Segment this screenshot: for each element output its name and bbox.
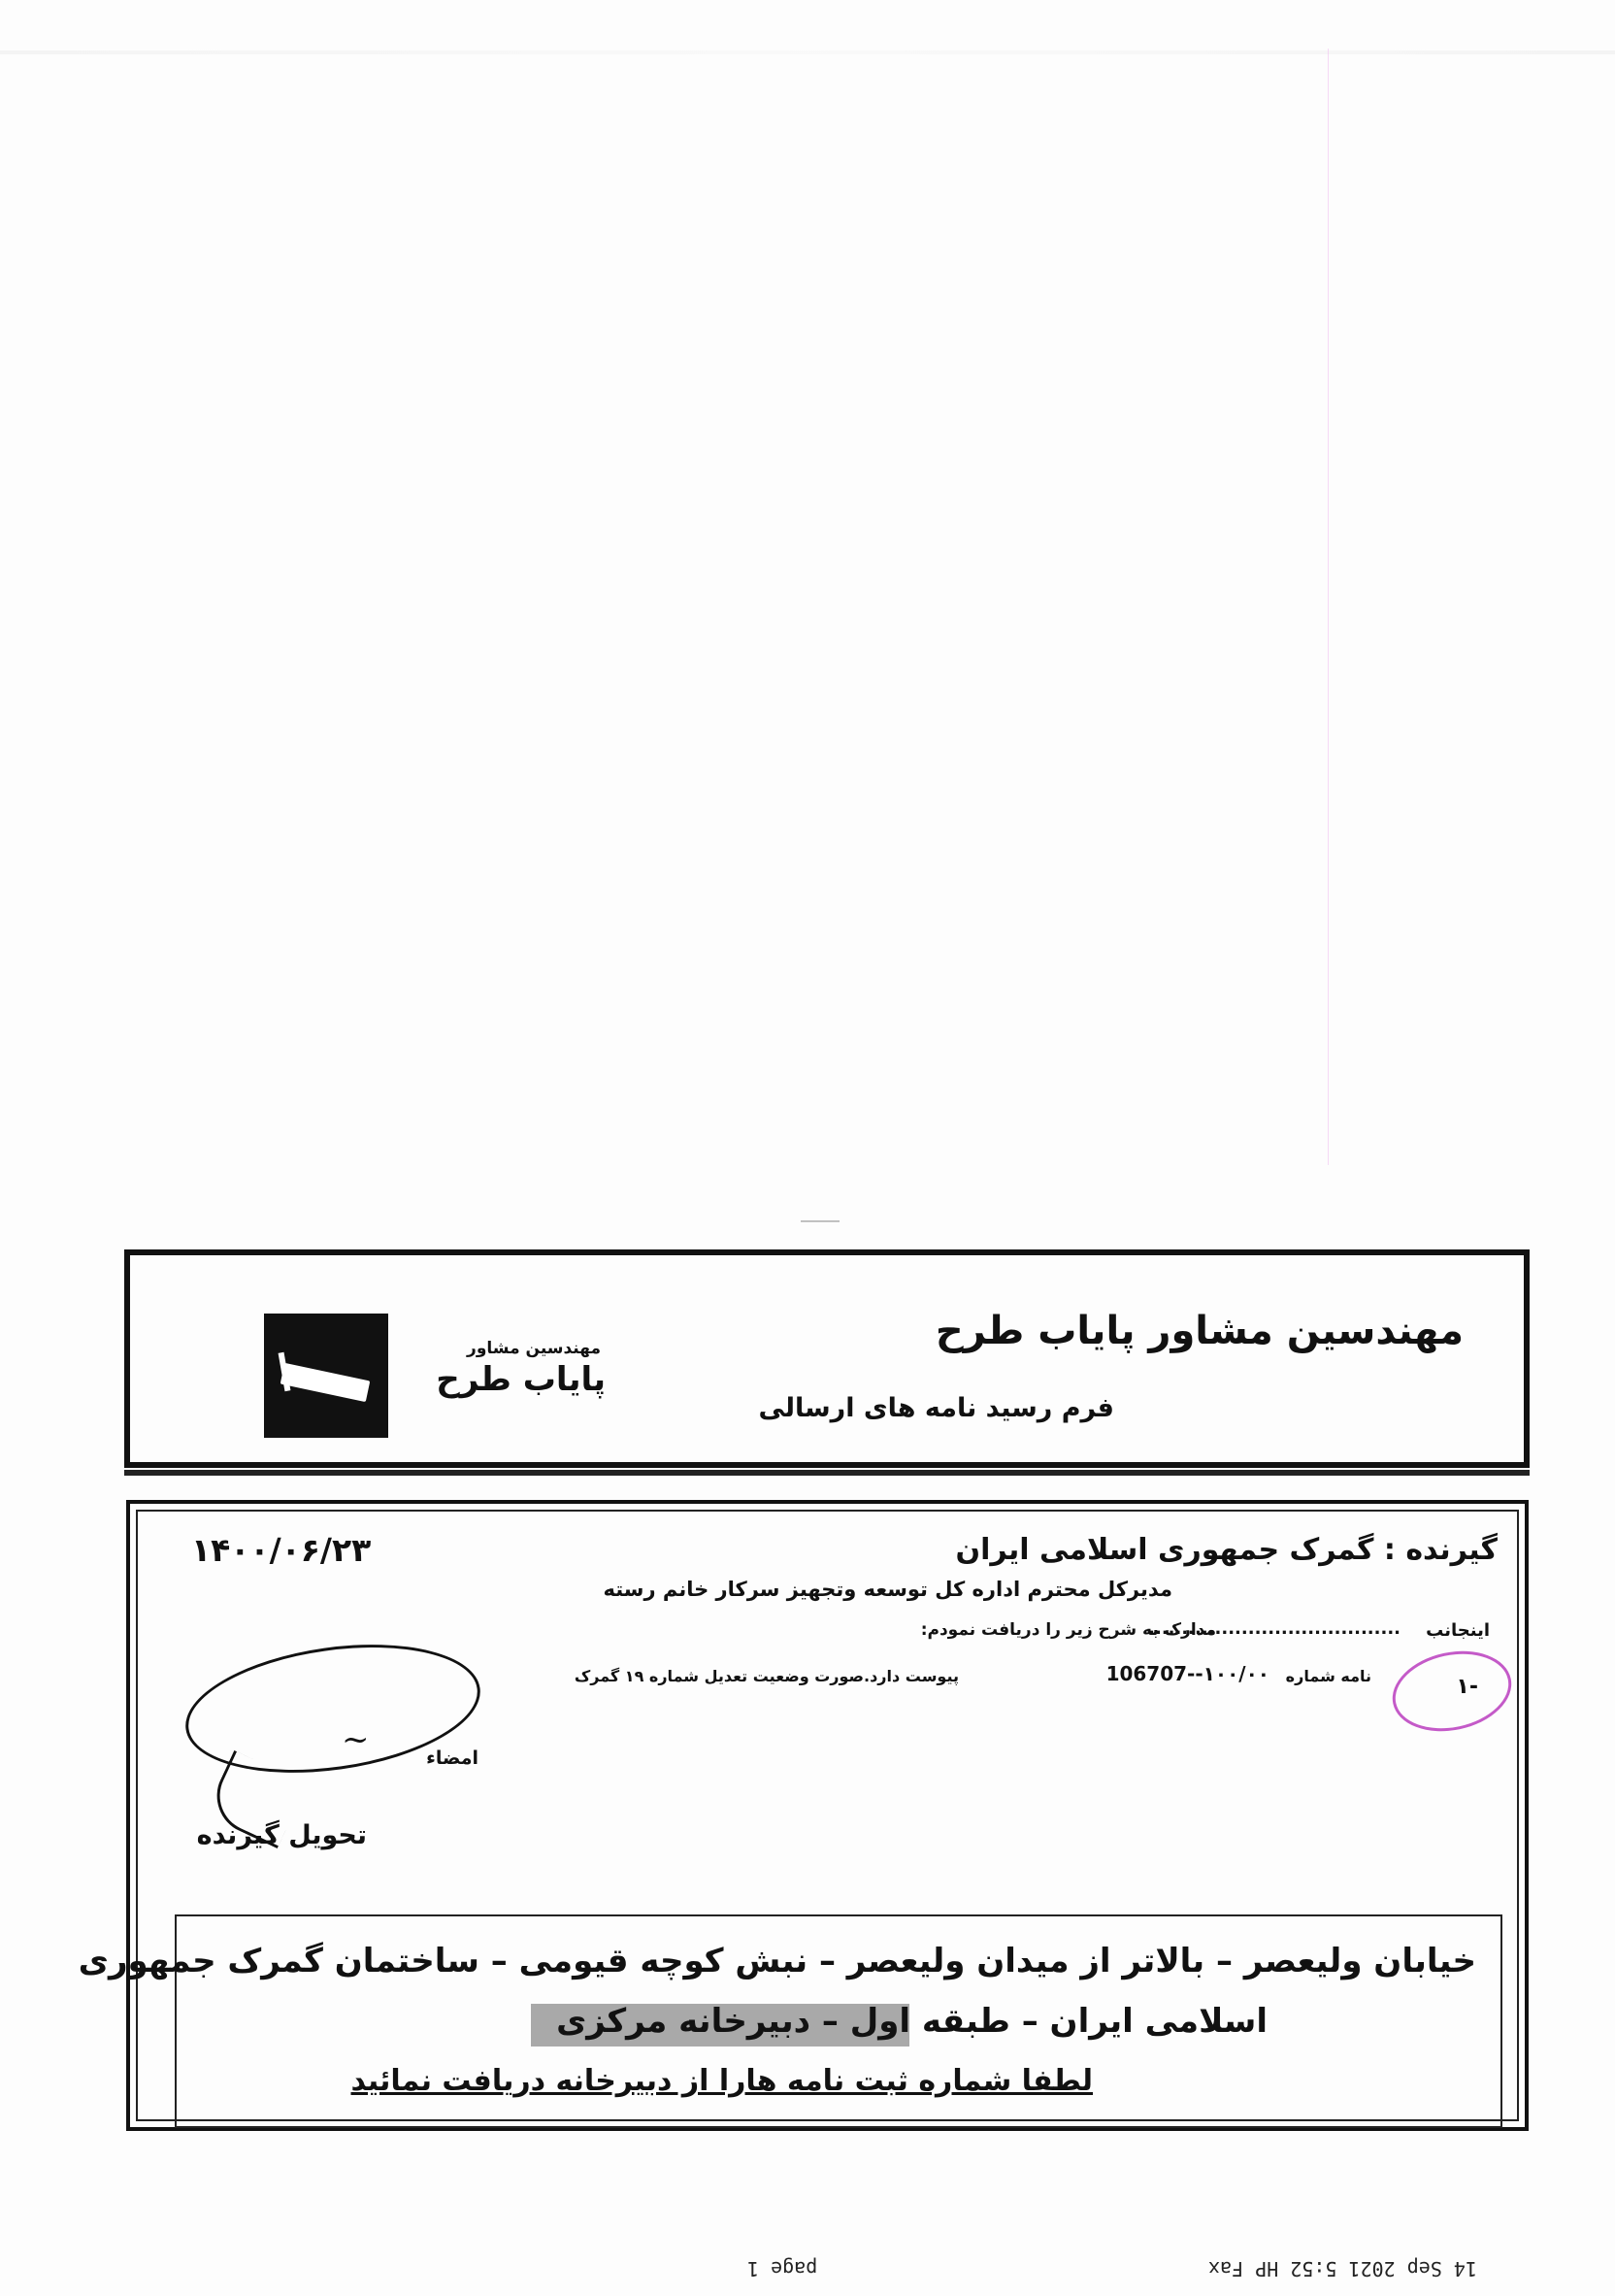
letter-number-label: نامه شماره bbox=[1285, 1667, 1371, 1685]
margin-mark bbox=[1328, 49, 1329, 1165]
address-line-1: خیابان ولیعصر – بالاتر از میدان ولیعصر – نبش کوچه قیومی – ساختمان گمرک جمهوری bbox=[78, 1942, 1476, 1980]
logo-small-text: مهندسین مشاور bbox=[467, 1339, 601, 1358]
manager-line: مدیرکل محترم اداره کل توسعه وتجهیز سرکار خانم رسته bbox=[603, 1578, 1172, 1601]
scan-speck bbox=[801, 1220, 840, 1222]
letterhead-box bbox=[124, 1249, 1530, 1468]
attachment-text: پیوست دارد.صورت وضعیت تعدیل شماره ۱۹ گمرک bbox=[574, 1667, 959, 1685]
receipt-inner-border bbox=[78, 1510, 1519, 2121]
form-title: فرم رسید نامه های ارسالی bbox=[758, 1393, 1114, 1423]
company-name: مهندسین مشاور پایاب طرح bbox=[935, 1309, 1464, 1353]
address-line-2: اسلامی ایران – طبقه اول – دبیرخانه مرکزی bbox=[556, 2002, 1268, 2041]
fax-date-time: 14 Sep 2021 5:52 HP Fax bbox=[1208, 2257, 1477, 2280]
fax-header-strip bbox=[747, 2257, 1601, 2286]
recipient-line: گیرنده : گمرک جمهوری اسلامی ایران bbox=[955, 1533, 1498, 1567]
signature-label: امضاء bbox=[426, 1747, 478, 1769]
name-dotted-line: ...................................... bbox=[1148, 1618, 1401, 1639]
item-number: -۱ bbox=[1456, 1675, 1478, 1699]
company-logo-icon bbox=[264, 1314, 388, 1438]
address-box bbox=[78, 1914, 1502, 2128]
receipt-date: ۱۴۰۰/۰۶/۲۳ bbox=[191, 1531, 372, 1569]
instruction-text: لطفا شماره ثبت نامه هارا از دبیرخانه دریافت نمائید bbox=[350, 2064, 1093, 2098]
fax-page-number: page 1 bbox=[747, 2257, 818, 2280]
receipt-form bbox=[78, 1500, 1529, 2131]
letter-number: 106707--۱۰۰/۰۰ bbox=[1105, 1662, 1269, 1685]
undersigned-label: اینجانب bbox=[1426, 1620, 1490, 1641]
scan-artifact-line bbox=[0, 50, 1615, 54]
logo-big-text: پایاب طرح bbox=[436, 1360, 606, 1399]
item-circle-mark bbox=[1385, 1641, 1519, 1742]
docs-received-text: مدارک به شرح زیر را دریافت نمودم: bbox=[920, 1620, 1216, 1640]
delivery-label: تحویل گیرنده bbox=[196, 1820, 367, 1850]
signature-mark: ~ bbox=[342, 1720, 370, 1759]
